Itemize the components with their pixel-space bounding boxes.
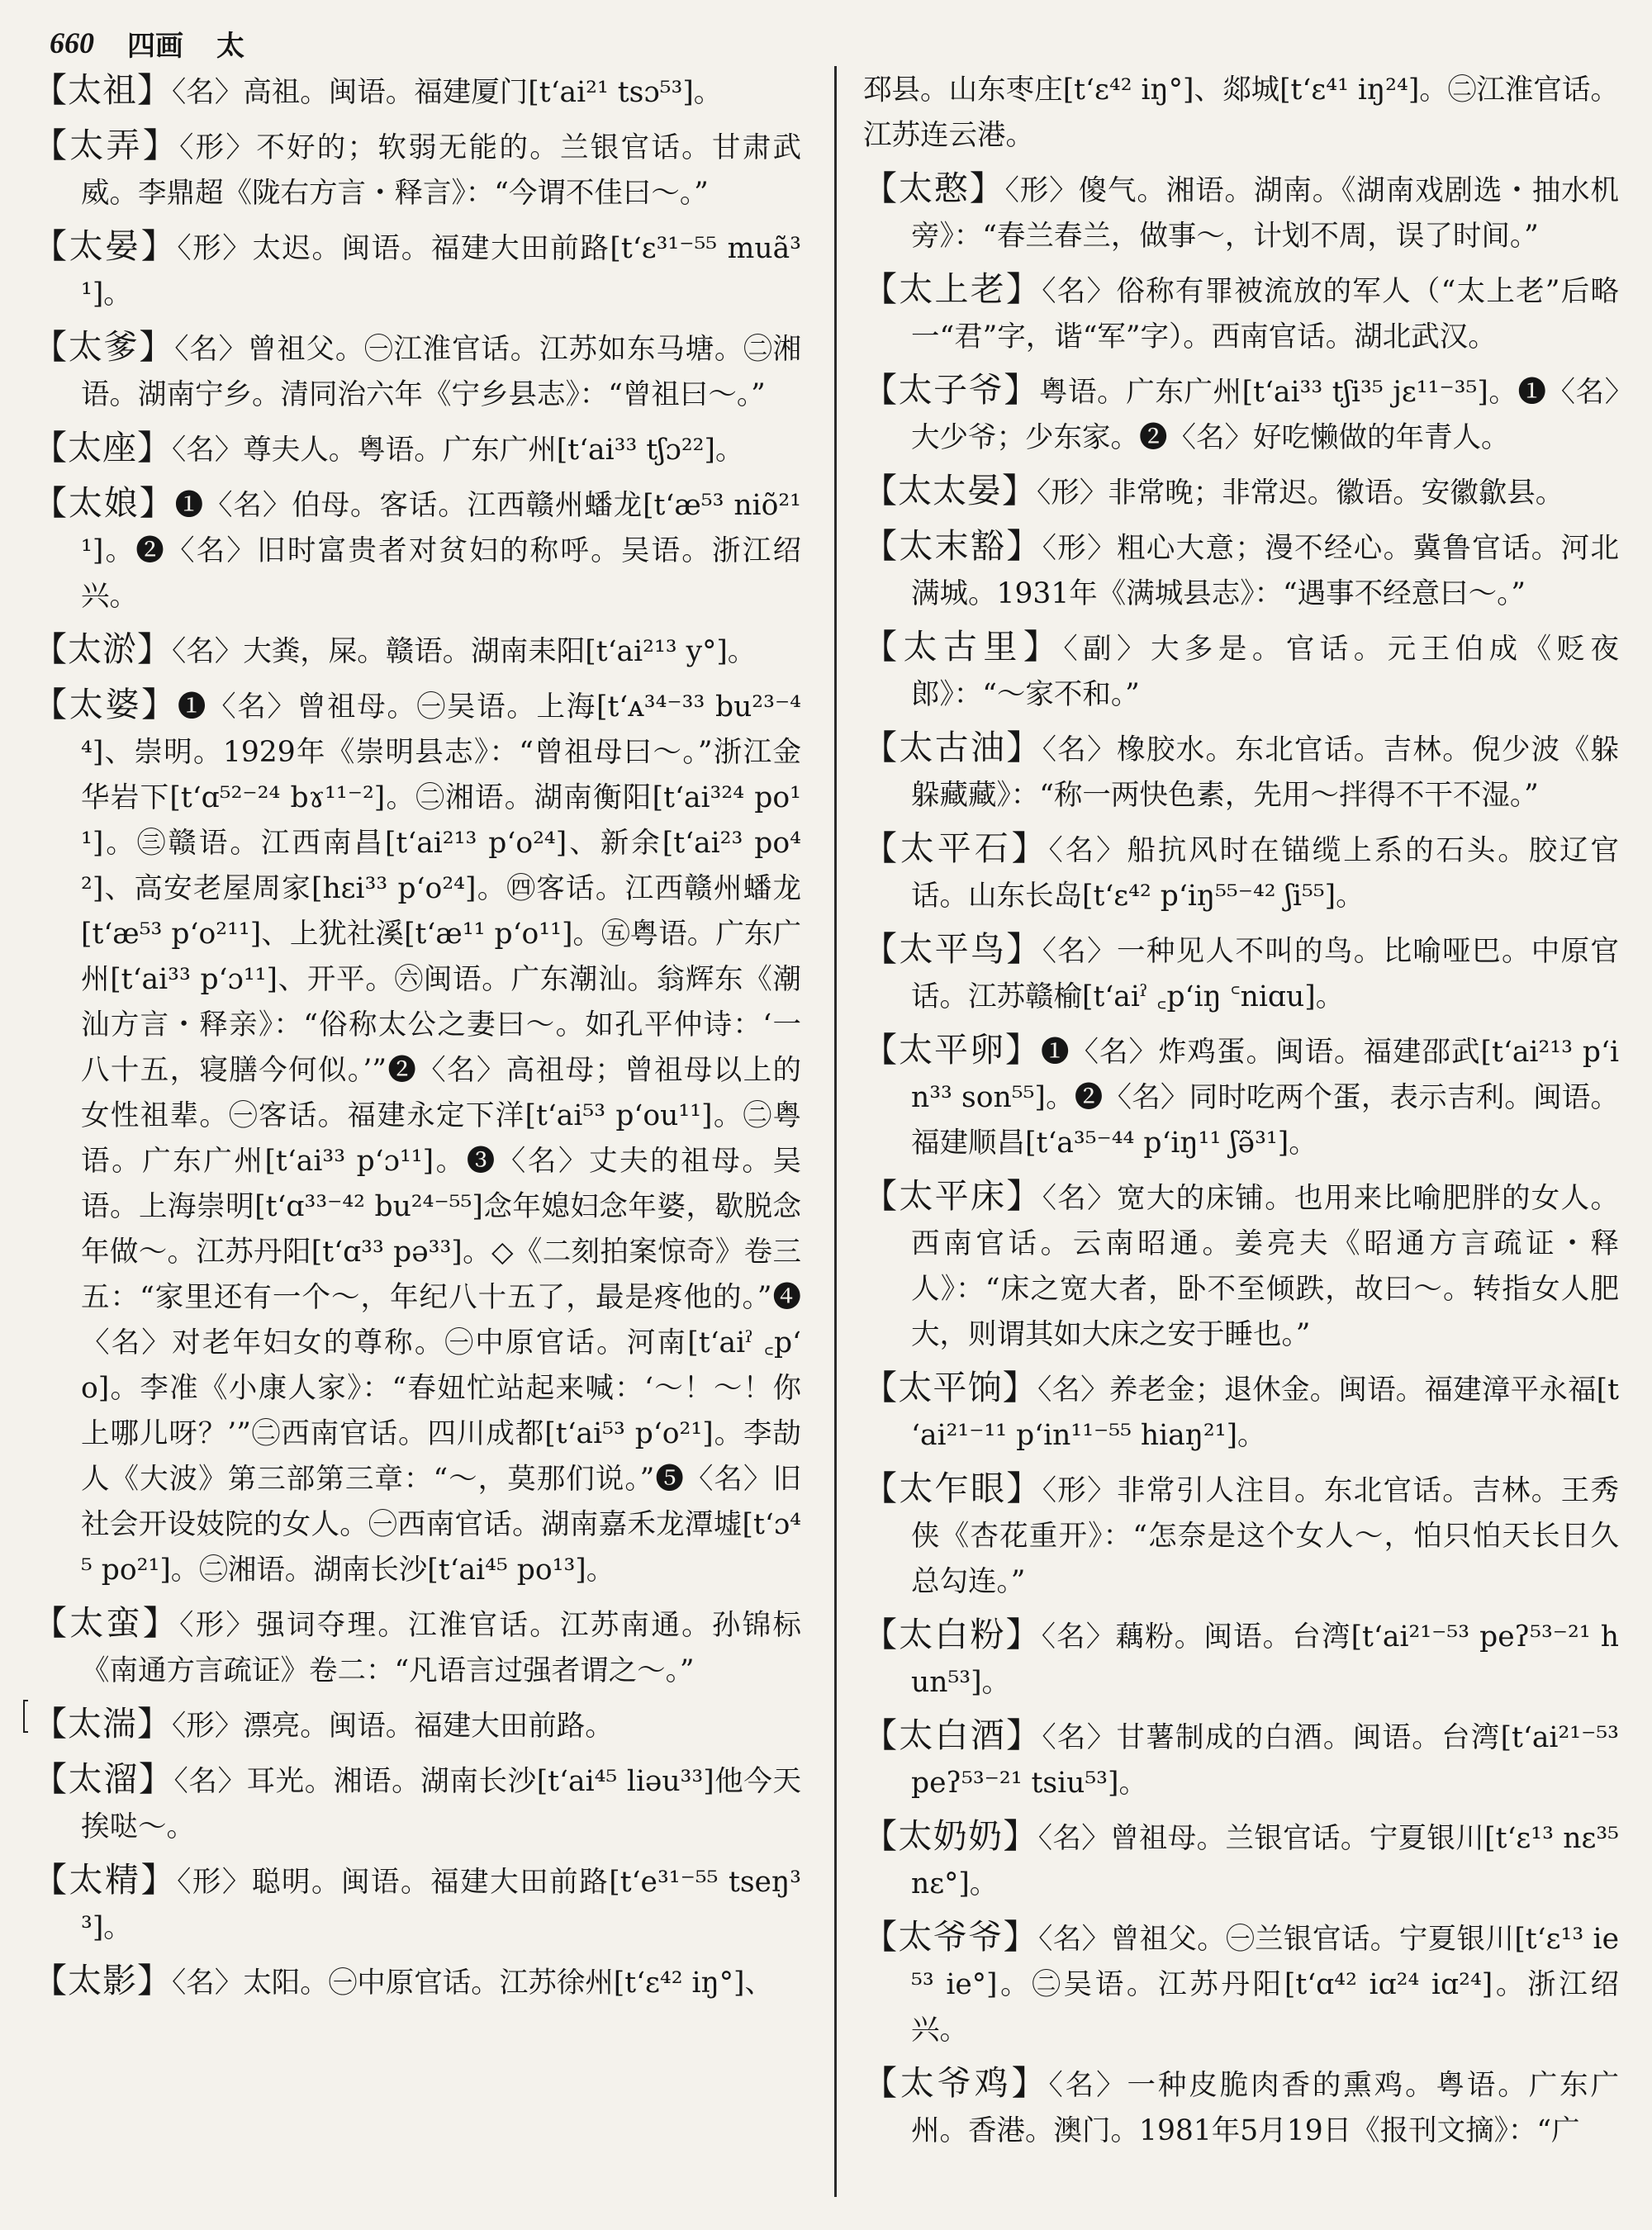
entry-definition: 〈形〉强词夺理。江淮官话。江苏南通。孙锦标《南通方言疏证》卷二：“凡语言过强者谓之～。” (81, 1609, 801, 1687)
entry-definition: 〈形〉太迟。闽语。福建大田前路[tʻɛ³¹⁻⁵⁵ muã³¹]。 (81, 232, 802, 311)
entry-headword: 【太古里】 (863, 627, 1064, 667)
entry-definition: 〈名〉一种见人不叫的鸟。比喻哑巴。中原官话。江苏赣榆[tʻaiˀ ꜀pʻiŋ ꜂niɑu]。 (911, 935, 1619, 1013)
entry-definition: 〈名〉俗称有罪被流放的军人（“太上老”后略一“君”字，谐“军”字）。西南官话。湖北武汉。 (911, 275, 1619, 353)
dictionary-entry (863, 2061, 1619, 2154)
entry-headword: 【太古油】 (863, 728, 1042, 767)
entry-definition: 〈形〉傻气。湘语。湖南。《湖南戏剧选・抽水机旁》：“春兰春兰，做事～，计划不周，误了时间。” (911, 174, 1620, 253)
entry-headword: 【太晏】 (33, 226, 178, 266)
dictionary-entry (863, 725, 1619, 818)
entry-headword: 【太爹】 (33, 327, 175, 367)
entry-definition: 〈形〉漂亮。闽语。福建大田前路。 (172, 1710, 614, 1743)
entry-headword: 【太平床】 (863, 1176, 1042, 1216)
entry-headword: 【太娘】 (33, 483, 175, 523)
radical-label: 太 (216, 29, 244, 63)
entry-headword: 【太白酒】 (863, 1715, 1042, 1755)
dictionary-entry (863, 468, 1619, 516)
entry-headword: 【太憨】 (863, 168, 1005, 208)
entry-definition: 〈形〉非常引人注目。东北官话。吉林。王秀侠《杏花重开》：“怎奈是这个女人～，怕只怕天长日久总勾连。” (911, 1474, 1619, 1598)
entry-definition: 〈名〉甘薯制成的白酒。闽语。台湾[tʻai²¹⁻⁵³ peʔ⁵³⁻²¹ tsiu⁵³]。 (911, 1721, 1619, 1800)
dictionary-entry (33, 1858, 801, 1951)
entry-definition: 粤语。广东广州[tʻai³³ tʃi³⁵ jɛ¹¹⁻³⁵]。❶〈名〉大少爷；少东家。❷〈名〉好吃懒做的年青人。 (911, 376, 1619, 454)
entry-definition: 〈名〉尊夫人。粤语。广东广州[tʻai³³ tʃɔ²²]。 (172, 434, 744, 467)
entry-definition: 〈名〉养老金；退休金。闽语。福建漳平永福[tʻai²¹⁻¹¹ pʻin¹¹⁻⁵⁵ hiaŋ²¹]。 (911, 1374, 1619, 1452)
dictionary-entry (33, 481, 801, 619)
dictionary-entry (33, 682, 801, 1593)
entry-headword: 【太白粉】 (863, 1615, 1042, 1654)
dictionary-entry (33, 627, 801, 675)
column-divider (834, 66, 837, 2197)
dictionary-entry (863, 1914, 1619, 2053)
page-header (50, 18, 244, 68)
entry-headword: 【太湍】 (33, 1704, 172, 1744)
entry-headword: 【太上老】 (863, 269, 1042, 309)
entry-headword: 【太奶奶】 (863, 1816, 1038, 1856)
section-label: 四画 (127, 29, 183, 63)
entry-definition: 〈名〉藕粉。闽语。台湾[tʻai²¹⁻⁵³ peʔ⁵³⁻²¹ hun⁵³]。 (911, 1620, 1619, 1699)
dictionary-entry (863, 368, 1619, 461)
entry-definition: 〈名〉曾祖母。兰银官话。宁夏银川[tʻɛ¹³ nɛ³⁵ nɛ°]。 (911, 1822, 1620, 1900)
entry-definition: 〈名〉一种皮脆肉香的熏鸡。粤语。广东广州。香港。澳门。1981年5月19日《报刊文摘》：“广 (911, 2069, 1620, 2147)
entry-definition: 〈名〉橡胶水。东北官话。吉林。倪少波《躲躲藏藏》：“称一两快色素，先用～拌得不干不湿。” (911, 733, 1619, 812)
entry-definition: 〈名〉大粪，屎。赣语。湖南耒阳[tʻai²¹³ y°]。 (172, 635, 757, 668)
entry-headword: 【太平饷】 (863, 1368, 1037, 1407)
entry-headword: 【太蛮】 (33, 1603, 180, 1643)
entry-headword: 【太子爷】 (863, 370, 1039, 410)
entry-definition: 〈形〉聪明。闽语。福建大田前路[tʻe³¹⁻⁵⁵ tseŋ³³]。 (81, 1866, 801, 1944)
dictionary-entry (863, 166, 1619, 259)
entry-headword: 【太祖】 (33, 70, 172, 110)
entry-definition: 邳县。山东枣庄[tʻɛ⁴² iŋ°]、郯城[tʻɛ⁴¹ iŋ²⁴]。㊁江淮官话。江苏连云港。 (863, 74, 1619, 152)
dictionary-entry (33, 425, 801, 473)
entry-headword: 【太婆】 (33, 685, 178, 724)
entry-headword: 【太乍眼】 (863, 1468, 1042, 1508)
dictionary-entry (33, 1757, 801, 1850)
entry-headword: 【太弄】 (33, 126, 180, 165)
dictionary-entry (863, 267, 1619, 360)
dictionary-entry (863, 1814, 1619, 1907)
entry-definition: 〈名〉曾祖父。㊀兰银官话。宁夏银川[tʻɛ¹³ ie⁵³ ie°]。㊁吴语。江苏丹阳[tʻɑ⁴² iɑ²⁴ iɑ²⁴]。浙江绍兴。 (911, 1923, 1620, 2047)
entry-definition: ❶〈名〉伯母。客话。江西赣州蟠龙[tʻæ⁵³ niõ²¹¹]。❷〈名〉旧时富贵者对贫妇的称呼。吴语。浙江绍兴。 (81, 489, 802, 613)
dictionary-entry (863, 1612, 1619, 1706)
dictionary-entry (33, 1701, 801, 1749)
entry-headword: 【太平石】 (863, 828, 1049, 868)
entry-definition: 〈名〉太阳。㊀中原官话。江苏徐州[tʻɛ⁴² iŋ°]、 (172, 1967, 774, 2000)
dictionary-entry (863, 68, 1619, 159)
entry-definition: 〈名〉宽大的床铺。也用来比喻肥胖的女人。西南官话。云南昭通。姜亮夫《昭通方言疏证・释人》：“床之宽大者，卧不至倾跌，故曰～。转指女人肥大，则谓其如大床之安于睡也。” (911, 1182, 1619, 1351)
entry-headword: 【太爷爷】 (863, 1917, 1039, 1957)
entry-headword: 【太影】 (33, 1961, 172, 2000)
dictionary-entry (863, 1466, 1619, 1605)
entry-definition: ❶〈名〉曾祖母。㊀吴语。上海[tʻᴀ³⁴⁻³³ bu²³⁻⁴⁴]、崇明。1929年《崇明县志》：“曾祖母曰～。”浙江金华岩下[tʻɑ⁵²⁻²⁴ bɤ¹¹⁻²]。㊁湘语。湖南衡阳[tʻai³²⁴ po¹¹]。㊂赣语。江西南昌[tʻai²¹³ pʻo²⁴]、新余[tʻai²³ po⁴²]、高安老屋周家[hɛi³³ pʻo²⁴]。㊃客话。江西赣州蟠龙[tʻæ⁵³ pʻo²¹¹]、上犹社溪[tʻæ¹¹ pʻo¹¹]。㊄粤语。广东广州[tʻai³³ pʻɔ¹¹]、开平。㊅闽语。广东潮汕。翁辉东《潮汕方言・释亲》：“俗称太公之妻曰～。如孔平仲诗：‘一八十五，寝膳今何似。’”❷〈名〉高祖母；曾祖母以上的女性祖辈。㊀客话。福建永定下洋[tʻai⁵³ pʻou¹¹]。㊁粤语。广东广州[tʻai³³ pʻɔ¹¹]。❸〈名〉丈夫的祖母。吴语。上海崇明[tʻɑ³³⁻⁴² bu²⁴⁻⁵⁵]念年媳妇念年婆，歇脱念年做～。江苏丹阳[tʻɑ³³ pə³³]。◇《二刻拍案惊奇》卷三五：“家里还有一个～，年纪八十五了，最是疼他的。”❹〈名〉对老年妇女的尊称。㊀中原官话。河南[tʻaiˀ ꜀pʻo]。李准《小康人家》：“春妞忙站起来喊：‘～！～！你上哪儿呀？’”㊁西南官话。四川成都[tʻai⁵³ pʻo²¹]。李劼人《大波》第三部第三章：“～，莫那们说。”❺〈名〉旧社会开设妓院的女人。㊀西南官话。湖南嘉禾龙潭墟[tʻɔ⁴⁵ po²¹]。㊁湘语。湖南长沙[tʻai⁴⁵ po¹³]。 (81, 690, 801, 1587)
dictionary-entry (863, 1365, 1619, 1459)
entry-definition: 〈名〉船抗风时在锚缆上系的石头。胶辽官话。山东长岛[tʻɛ⁴² pʻiŋ⁵⁵⁻⁴² ʃi⁵⁵]。 (911, 834, 1620, 913)
entry-headword: 【太平卵】 (863, 1030, 1042, 1070)
dictionary-entry (33, 325, 801, 418)
dictionary-entry (863, 624, 1619, 718)
dictionary-entry (863, 1174, 1619, 1358)
right-column (863, 68, 1619, 2161)
dictionary-entry (863, 524, 1619, 617)
entry-definition: 〈副〉大多是。官话。元王伯成《贬夜郎》：“～家不和。” (911, 633, 1620, 711)
left-column (33, 68, 801, 2014)
dictionary-entry (33, 68, 801, 116)
entry-definition: 〈名〉耳光。湘语。湖南长沙[tʻai⁴⁵ liəu³³]他今天挨哒～。 (81, 1765, 802, 1843)
dictionary-entry (863, 927, 1619, 1020)
entry-headword: 【太淤】 (33, 629, 172, 669)
page-number: 660 (50, 26, 94, 59)
margin-bracket-mark (23, 1700, 28, 1733)
entry-headword: 【太座】 (33, 428, 172, 467)
entry-definition: 〈名〉高祖。闽语。福建厦门[tʻai²¹ tsɔ⁵³]。 (172, 76, 723, 109)
entry-definition: 〈形〉非常晚；非常迟。徽语。安徽歙县。 (1037, 477, 1564, 510)
entry-headword: 【太精】 (33, 1860, 178, 1900)
entry-definition: 〈形〉不好的；软弱无能的。兰银官话。甘肃武威。李鼎超《陇右方言・释言》：“今谓不佳曰～。” (81, 131, 801, 210)
entry-headword: 【太太晏】 (863, 471, 1037, 510)
entry-definition: ❶〈名〉炸鸡蛋。闽语。福建邵武[tʻai²¹³ pʻin³³ son⁵⁵]。❷〈名〉同时吃两个蛋，表示吉利。闽语。福建顺昌[tʻa³⁵⁻⁴⁴ pʻiŋ¹¹ ʃə̃³¹]。 (911, 1036, 1619, 1160)
entry-headword: 【太平鸟】 (863, 929, 1042, 969)
entry-headword: 【太末豁】 (863, 526, 1042, 566)
dictionary-entry (33, 1601, 801, 1694)
dictionary-entry (33, 224, 801, 317)
entry-definition: 〈形〉粗心大意；漫不经心。冀鲁官话。河北满城。1931年《满城县志》：“遇事不经意曰～。” (911, 532, 1619, 610)
dictionary-entry (33, 1958, 801, 2006)
entry-headword: 【太溜】 (33, 1759, 174, 1799)
dictionary-entry (863, 1713, 1619, 1806)
entry-definition: 〈名〉曾祖父。㊀江淮官话。江苏如东马塘。㊁湘语。湖南宁乡。清同治六年《宁乡县志》：“曾祖曰～。” (81, 333, 802, 411)
dictionary-entry (863, 826, 1619, 919)
dictionary-entry (33, 123, 801, 216)
entry-headword: 【太爷鸡】 (863, 2063, 1049, 2103)
dictionary-entry (863, 1027, 1619, 1166)
